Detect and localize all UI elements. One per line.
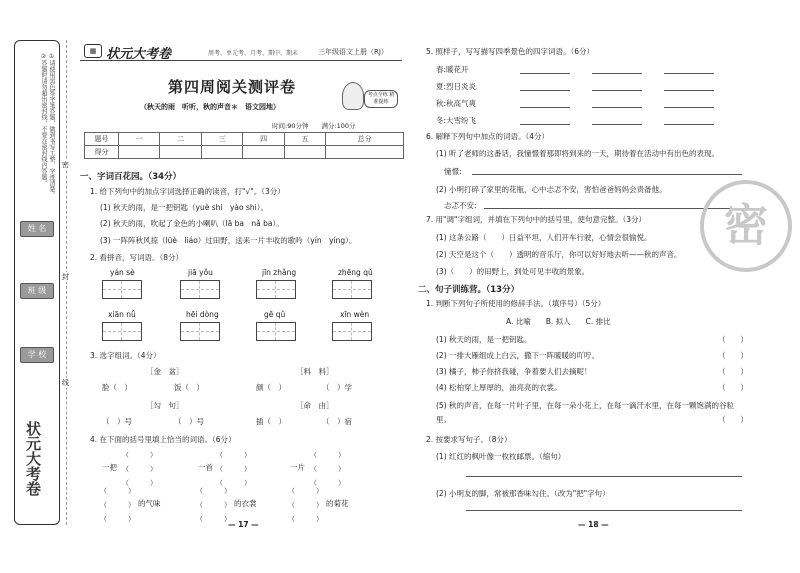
page-title: 第四周阅关测评卷	[168, 78, 297, 96]
answer-line[interactable]	[466, 476, 742, 477]
writing-grid[interactable]	[180, 322, 220, 341]
score-cell: 题号	[85, 133, 119, 146]
writing-grid[interactable]	[332, 280, 372, 299]
seal-mark-1: 密	[62, 161, 69, 169]
seal-stamp: 密	[700, 180, 792, 272]
q4-brace[interactable]: （ ） （ ） （ ）	[196, 487, 231, 523]
strip-brand-logo: 状元大考卷	[24, 421, 42, 496]
q5-example: 春:暖花开	[436, 65, 469, 74]
s2q1-answer[interactable]: （ ）	[718, 351, 748, 360]
s2q1-item: (3) 橘子，柿子你挤我碰，争着要人们去摘呢！	[436, 367, 592, 376]
q4-brace[interactable]: （ ） （ ） （ ）	[310, 451, 345, 487]
q3-stem: 3. 选字组词。（4分）	[90, 351, 161, 360]
writing-grid[interactable]	[102, 280, 142, 299]
score-input-cell[interactable]	[243, 146, 284, 159]
s2q1-answer[interactable]: （ ）	[718, 415, 748, 424]
s2q1-answer[interactable]: （ ）	[718, 383, 748, 392]
pinyin-label: zhēng qǔ	[338, 268, 373, 277]
score-table-header-row	[85, 133, 404, 146]
pinyin-label: yán sè	[110, 268, 135, 277]
badge: 考点全练 精准提练	[364, 90, 398, 108]
seal-mark-2: 封	[62, 273, 69, 281]
q7-item: (2) 天空是这个（ ）透明的音乐厅，你可以好好地去听——秋的声音。	[436, 250, 682, 259]
answer-line[interactable]	[520, 90, 570, 91]
q3-blank[interactable]: 脸（ ）	[102, 383, 132, 392]
answer-line[interactable]	[592, 124, 642, 125]
header-grade: 三年级语文上册（RJ）	[318, 48, 388, 56]
pinyin-label: xiān nǚ	[108, 310, 136, 319]
seal-mark-3: 线	[62, 379, 69, 387]
s2q1-stem: 1. 判断下列句子所使用的修辞手法。（填序号）（5分）	[426, 299, 606, 308]
s2q1-item: (5) 秋的声音，在每一片叶子里，在每一朵小花上，在每一滴汗水里，在每一颗饱满的谷粒里。	[436, 401, 735, 424]
q3-blank[interactable]: （ ）宿	[322, 417, 352, 426]
score-cell: 一	[119, 133, 160, 146]
q3-blank[interactable]: （ ）号	[102, 417, 132, 426]
answer-line[interactable]	[592, 107, 642, 108]
answer-line[interactable]	[466, 510, 742, 511]
section2-title: 二、句子训练营。（13分）	[418, 285, 520, 295]
answer-line[interactable]	[664, 124, 714, 125]
q7-stem: 7. 用"调"字组词，并填在下列句中的括号里，使句意完整。（3分）	[426, 215, 646, 224]
q1-stem: 1. 给下列句中的加点字词选择正确的读音，打"√"。（3分）	[90, 187, 285, 196]
q4-brace[interactable]: （ ） （ ） （ ）	[100, 487, 135, 523]
header-logo: ▦	[84, 44, 102, 58]
q1-item: (2) 秋天的雨，吹起了金色的小喇叭（lā ba nǎ ba）。	[100, 219, 284, 228]
q1-item: (3) 一阵阵秋风掠（lüè liáo）过田野，送来一片丰收的歌吟（yín yíng）。	[100, 236, 357, 245]
school-field-label: 学 校	[20, 347, 54, 363]
page-number-left: — 17 —	[228, 520, 259, 529]
binding-strip	[14, 40, 60, 525]
q6-stem: 6. 解释下列句中加点的词语。（4分）	[426, 132, 550, 141]
s2q1-options: A. 比喻 B. 拟人 C. 排比	[506, 317, 611, 326]
strip-instruction: ①请使用黑色签字笔答题，做到书写工整、字迹清楚。②答题时请勿超出密封线，不要在密封线内答题。	[40, 53, 55, 198]
q4-stem: 4. 在下面的括号里填上恰当的词语。（6分）	[90, 435, 236, 444]
answer-line[interactable]	[664, 107, 714, 108]
score-input-cell[interactable]	[160, 146, 201, 159]
q4-suffix: 的气味	[138, 499, 161, 508]
q4-brace[interactable]: （ ） （ ） （ ）	[288, 487, 323, 523]
score-input-cell[interactable]	[201, 146, 242, 159]
q4-measure: 一把	[102, 463, 117, 472]
seal-line	[66, 40, 67, 525]
q5-example: 冬:大雪纷飞	[436, 116, 477, 125]
score-input-cell[interactable]	[119, 146, 160, 159]
q6-sentence: (2) 小明打碎了家里的花瓶，心中忐忑不安，害怕爸爸妈妈会责备他。	[436, 185, 667, 194]
header-exam-types: 周考、单元考、月考、期中、期末	[208, 50, 299, 57]
score-cell: 得分	[85, 146, 119, 159]
answer-line[interactable]	[472, 174, 742, 175]
answer-line[interactable]	[592, 73, 642, 74]
answer-line[interactable]	[520, 124, 570, 125]
q2-stem: 2. 看拼音，写词语。（8分）	[90, 253, 184, 262]
mascot-icon	[342, 82, 364, 110]
q3-group: ［勾 句］	[146, 401, 184, 410]
page-number-right: — 18 —	[578, 520, 609, 529]
answer-line[interactable]	[664, 73, 714, 74]
s2q1-item: (1) 秋天的雨，是一把钥匙。	[436, 335, 532, 344]
pinyin-label: hēi dòng	[186, 310, 219, 319]
answer-line[interactable]	[520, 107, 570, 108]
s2q1-item: (4) 松柏穿上厚厚的，油亮亮的衣裳。	[436, 383, 562, 392]
writing-grid[interactable]	[256, 280, 296, 299]
q4-brace[interactable]: （ ） （ ） （ ）	[122, 451, 157, 487]
subtitle: （秋天的雨 听听，秋的声音＊ 语文园地）	[140, 103, 280, 111]
q6-word: 憧憬:	[444, 167, 462, 176]
q3-group: ［金 盆］	[146, 367, 184, 376]
q5-example: 秋:秋高气爽	[436, 99, 477, 108]
writing-grid[interactable]	[102, 322, 142, 341]
q7-item: (1) 这条公路（ ）日益平坦，人们开车行驶，心情会很愉悦。	[436, 233, 652, 242]
q7-item: (3)（ ）的田野上，到处可见丰收的景象。	[436, 267, 590, 276]
q3-blank[interactable]: 插（ ）	[256, 417, 286, 426]
s2q2-item: (2) 小明友的脚，常被那香味勾住。（改为"把"字句）	[436, 489, 610, 498]
q4-suffix: 的菊花	[326, 499, 349, 508]
q5-stem: 5. 照样子，写写描写四季景色的四字词语。（6分）	[426, 47, 595, 56]
pinyin-label: jiā yǒu	[188, 268, 213, 277]
name-field-label: 姓 名	[20, 221, 54, 237]
q1-item: (1) 秋天的雨，是一把钥匙（yuè shi yào shi）。	[100, 203, 268, 212]
header-brand: 状元大考卷	[106, 47, 172, 62]
score-cell: 三	[201, 133, 242, 146]
s2q1-answer[interactable]: （ ）	[718, 335, 748, 344]
s2q2-item: (1) 红红的枫叶像一枚枚邮票。（缩句）	[436, 452, 566, 461]
header-rule	[80, 60, 402, 61]
score-cell: 二	[160, 133, 201, 146]
pinyin-label: jīn zhǎng	[262, 268, 297, 277]
q3-blank[interactable]: 饭（ ）	[174, 383, 204, 392]
s2q2-stem: 2. 按要求写句子。（8分）	[426, 435, 512, 444]
writing-grid[interactable]	[180, 280, 220, 299]
q5-example: 夏:烈日炎炎	[436, 82, 477, 91]
q6-sentence: (1) 听了老师的这番话，我憧憬着那即将到来的一天，期待着在活动中有出色的表现。	[436, 149, 720, 158]
q4-measure: 一首	[198, 463, 213, 472]
writing-grid[interactable]	[256, 322, 296, 341]
pinyin-label: xīn wèn	[340, 310, 370, 319]
q3-blank[interactable]: （ ）学	[322, 383, 352, 392]
score-input-cell[interactable]	[326, 146, 404, 159]
q3-blank[interactable]: （ ）号	[174, 417, 204, 426]
score-table-score-row	[85, 146, 404, 159]
q4-brace[interactable]: （ ） （ ） （ ）	[216, 451, 251, 487]
s2q1-answer[interactable]: （ ）	[718, 367, 748, 376]
q3-blank[interactable]: 颜（ ）	[256, 383, 286, 392]
answer-line[interactable]	[592, 90, 642, 91]
score-cell: 总分	[326, 133, 404, 146]
score-table	[84, 132, 404, 159]
answer-line[interactable]	[520, 73, 570, 74]
writing-grid[interactable]	[332, 322, 372, 341]
time-score: 时间:90分钟 满分:100分	[272, 122, 356, 130]
class-field-label: 班 级	[20, 283, 54, 299]
score-cell: 五	[284, 133, 325, 146]
q3-group: ［命 由］	[296, 401, 334, 410]
q6-word: 忐忑不安:	[444, 201, 477, 210]
q4-suffix: 的衣裳	[234, 499, 257, 508]
pinyin-label: gē qǔ	[264, 310, 286, 319]
score-cell: 四	[243, 133, 284, 146]
answer-line[interactable]	[664, 90, 714, 91]
s2q1-item: (2) 一排大雁组成上白云，撒下一阵暖暖的吖咛。	[436, 351, 600, 360]
score-input-cell[interactable]	[284, 146, 325, 159]
section1-title: 一、字词百花园。（34分）	[80, 172, 182, 182]
q3-group: ［料 料］	[296, 367, 334, 376]
q4-measure: 一片	[290, 463, 305, 472]
